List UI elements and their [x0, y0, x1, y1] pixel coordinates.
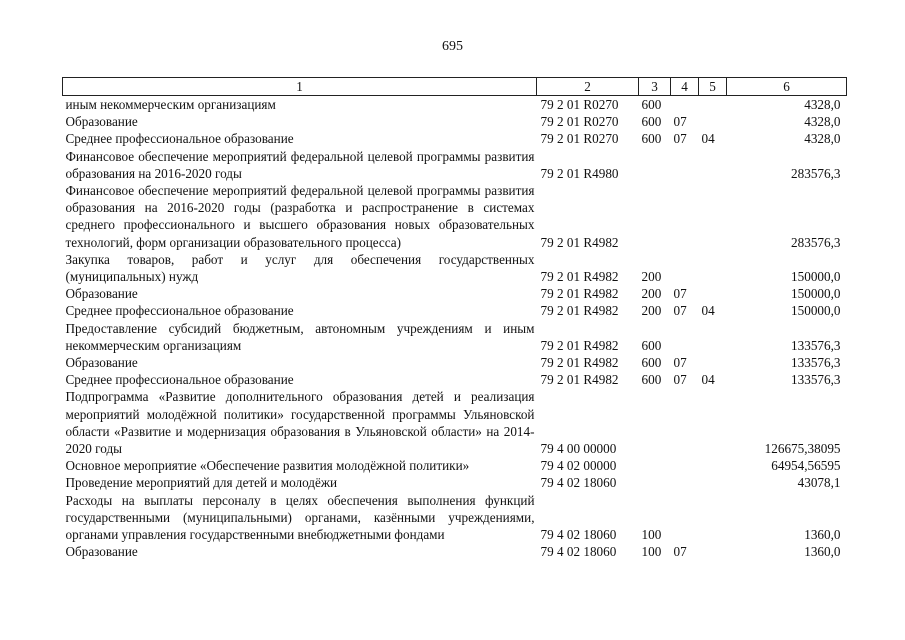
table-row — [63, 492, 847, 544]
row-expense-type — [639, 457, 671, 474]
row-description: Образование — [65, 355, 138, 371]
row-description: Образование — [65, 544, 138, 560]
row-section — [671, 474, 699, 491]
row-expense-type — [639, 182, 671, 251]
table-row — [63, 474, 847, 491]
row-section — [671, 457, 699, 474]
table-row — [63, 285, 847, 302]
table-row — [63, 457, 847, 474]
row-target-code: 79 2 01 R4982 — [540, 337, 619, 353]
row-subsection — [699, 251, 727, 285]
row-description: иным некоммерческим организациям — [65, 97, 276, 112]
row-expense-type: 600 — [641, 355, 662, 371]
row-description: Проведение мероприятий для детей и молодёжи — [65, 475, 338, 491]
row-target-code: 79 2 01 R4982 — [540, 269, 619, 285]
row-section — [671, 388, 699, 457]
row-subsection: 04 — [701, 372, 715, 388]
header-col-2: 2 — [537, 78, 639, 96]
row-target-code: 79 4 02 00000 — [540, 458, 617, 474]
row-amount: 4328,0 — [804, 114, 841, 130]
row-section: 07 — [673, 372, 687, 388]
row-section — [671, 251, 699, 285]
row-subsection — [699, 96, 727, 114]
row-section: 07 — [673, 303, 687, 319]
row-description: Финансовое обеспечение мероприятий федеральной целевой программы развития образования на 2016-2020 годы (разработка и распространение в системах среднего профессионального и высшего образования новых образовательных технологий, форм организации образовательного процесса) — [65, 183, 535, 250]
row-expense-type: 200 — [641, 286, 662, 302]
table-row — [63, 302, 847, 319]
row-subsection — [699, 113, 727, 130]
row-subsection — [699, 148, 727, 182]
row-amount: 1360,0 — [804, 544, 841, 560]
row-amount: 133576,3 — [791, 355, 841, 371]
row-section: 07 — [673, 114, 687, 130]
row-target-code: 79 4 00 00000 — [540, 441, 617, 457]
row-section — [671, 96, 699, 114]
table-row — [63, 388, 847, 457]
row-expense-type: 200 — [641, 303, 662, 319]
row-expense-type: 600 — [641, 114, 662, 130]
row-expense-type: 600 — [641, 337, 662, 353]
header-col-5: 5 — [699, 78, 727, 96]
header-col-4: 4 — [671, 78, 699, 96]
row-amount: 1360,0 — [804, 527, 841, 543]
row-subsection — [699, 457, 727, 474]
row-expense-type — [639, 148, 671, 182]
row-description: Расходы на выплаты персоналу в целях обеспечения выполнения функций государственными (муниципальными) органами, казёнными учреждениями, органами управления государственными внебюджетными фондами — [65, 492, 535, 543]
row-amount: 126675,38095 — [764, 441, 841, 457]
budget-table — [62, 77, 847, 560]
row-target-code: 79 2 01 R0270 — [540, 114, 619, 130]
row-amount: 43078,1 — [797, 475, 841, 491]
row-expense-type — [639, 474, 671, 491]
row-description: Образование — [65, 286, 138, 302]
row-expense-type: 600 — [641, 131, 662, 147]
row-amount: 4328,0 — [804, 97, 841, 112]
row-target-code: 79 2 01 R4982 — [540, 234, 619, 250]
row-description: Основное мероприятие «Обеспечение развития молодёжной политики» — [65, 458, 470, 474]
table-row — [63, 182, 847, 251]
table-row — [63, 371, 847, 388]
row-amount: 283576,3 — [791, 234, 841, 250]
row-section — [671, 182, 699, 251]
row-subsection — [699, 320, 727, 354]
row-expense-type: 100 — [641, 527, 662, 543]
row-amount: 133576,3 — [791, 337, 841, 353]
row-section: 07 — [673, 131, 687, 147]
row-section — [671, 492, 699, 544]
row-section: 07 — [673, 544, 687, 560]
row-expense-type — [639, 388, 671, 457]
row-section — [671, 148, 699, 182]
row-amount: 150000,0 — [791, 303, 841, 319]
row-description: Закупка товаров, работ и услуг для обеспечения государственных (муниципальных) нужд — [65, 251, 535, 285]
row-subsection — [699, 285, 727, 302]
header-col-1: 1 — [63, 78, 537, 96]
page-number: 695 — [442, 39, 463, 54]
row-target-code: 79 2 01 R4982 — [540, 372, 619, 388]
row-section: 07 — [673, 286, 687, 302]
row-expense-type: 100 — [641, 544, 662, 560]
row-description: Подпрограмма «Развитие дополнительного образования детей и реализация мероприятий молодёжной политики» государственной программы Ульяновской области «Развитие и модернизация образования в Ульяновской области» на 2014-2020 годы — [65, 389, 535, 457]
row-description: Среднее профессиональное образование — [65, 131, 294, 147]
table-row — [63, 251, 847, 285]
row-subsection — [699, 388, 727, 457]
table-row — [63, 96, 847, 114]
header-col-3: 3 — [639, 78, 671, 96]
row-target-code: 79 2 01 R4982 — [540, 303, 619, 319]
row-amount: 4328,0 — [804, 131, 841, 147]
table-row — [63, 354, 847, 371]
row-expense-type: 200 — [641, 269, 662, 285]
row-description: Финансовое обеспечение мероприятий федеральной целевой программы развития образования на 2016-2020 годы — [65, 148, 535, 181]
row-description: Среднее профессиональное образование — [65, 372, 294, 388]
header-row — [63, 78, 847, 96]
row-target-code: 79 4 02 18060 — [540, 527, 617, 543]
row-target-code: 79 4 02 18060 — [540, 475, 617, 491]
row-amount: 150000,0 — [791, 286, 841, 302]
header-col-6: 6 — [727, 78, 847, 96]
row-amount: 150000,0 — [791, 269, 841, 285]
row-amount: 133576,3 — [791, 372, 841, 388]
row-expense-type: 600 — [641, 372, 662, 388]
row-target-code: 79 4 02 18060 — [540, 544, 617, 560]
table-row — [63, 543, 847, 560]
table-row — [63, 320, 847, 354]
row-subsection — [699, 492, 727, 544]
row-expense-type: 600 — [641, 97, 662, 112]
row-section: 07 — [673, 355, 687, 371]
row-subsection: 04 — [701, 303, 715, 319]
row-description: Среднее профессиональное образование — [65, 303, 294, 319]
row-target-code: 79 2 01 R4980 — [540, 165, 619, 181]
row-subsection — [699, 474, 727, 491]
row-subsection — [699, 543, 727, 560]
row-subsection — [699, 354, 727, 371]
row-target-code: 79 2 01 R4982 — [540, 286, 619, 302]
row-section — [671, 320, 699, 354]
row-target-code: 79 2 01 R0270 — [540, 131, 619, 147]
row-amount: 283576,3 — [791, 165, 841, 181]
table-row — [63, 130, 847, 147]
table-row — [63, 148, 847, 182]
row-amount: 64954,56595 — [771, 458, 841, 474]
row-subsection — [699, 182, 727, 251]
row-target-code: 79 2 01 R4982 — [540, 355, 619, 371]
row-target-code: 79 2 01 R0270 — [540, 97, 619, 112]
row-description: Образование — [65, 114, 138, 130]
table-row — [63, 113, 847, 130]
row-subsection: 04 — [701, 131, 715, 147]
row-description: Предоставление субсидий бюджетным, автономным учреждениям и иным некоммерческим организациям — [65, 320, 535, 353]
